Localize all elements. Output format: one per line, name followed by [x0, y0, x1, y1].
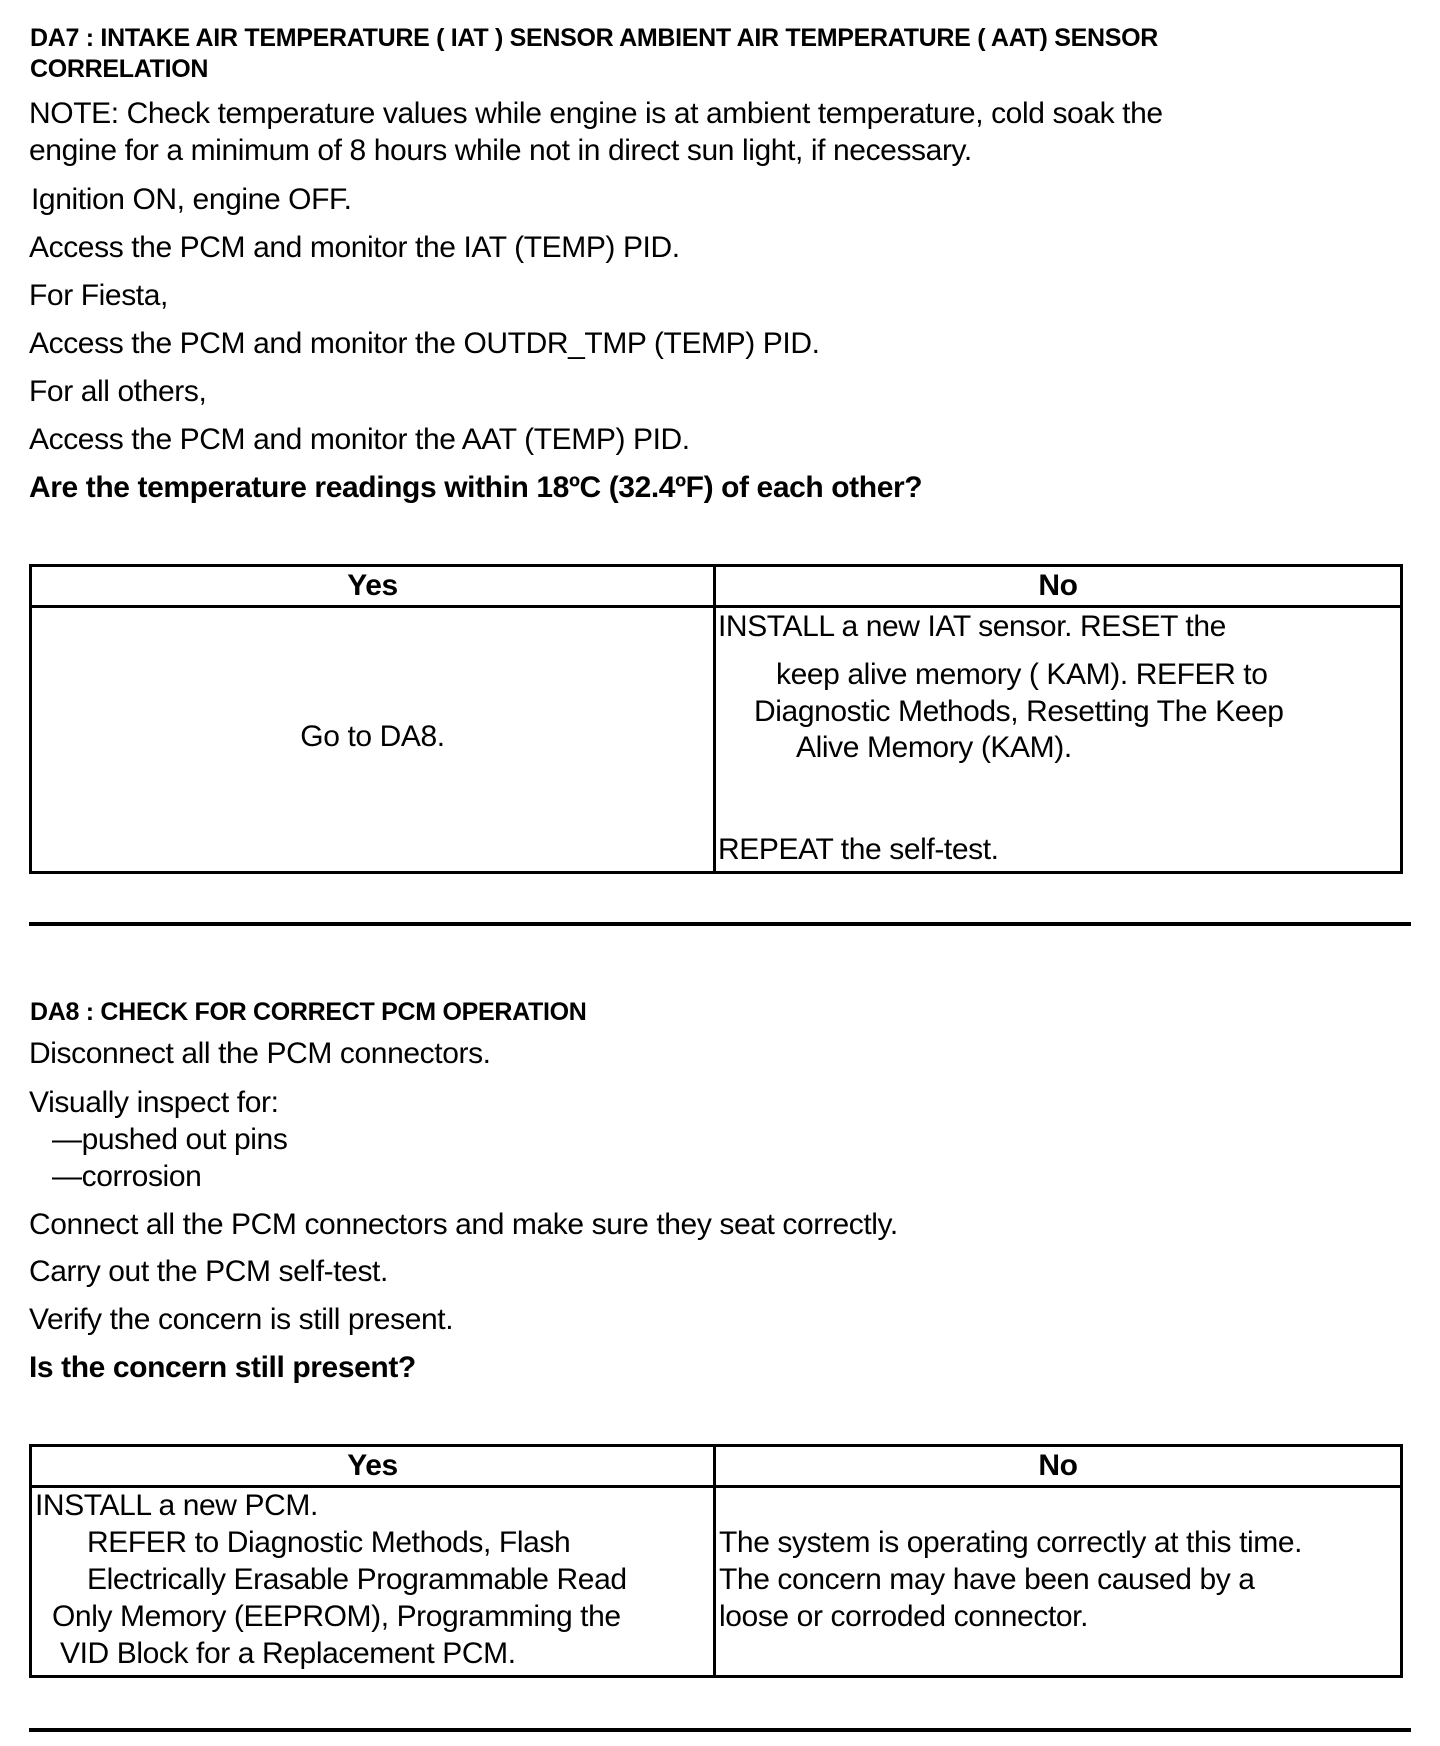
no-line: The concern may have been caused by a [719, 1563, 1255, 1596]
no-header: No [715, 1446, 1402, 1487]
no-header: No [715, 566, 1402, 607]
yes-action: Go to DA8. [300, 720, 445, 753]
da7-heading-line1: DA7 : INTAKE AIR TEMPERATURE ( IAT ) SENSOR AMBIENT AIR TEMPERATURE ( AAT) SENSOR [30, 24, 1159, 52]
da8-step: Disconnect all the PCM connectors. [29, 1037, 491, 1070]
da8-step: Verify the concern is still present. [29, 1303, 454, 1336]
da8-step-bullet: —pushed out pins [52, 1123, 288, 1156]
da8-heading: DA8 : CHECK FOR CORRECT PCM OPERATION [30, 998, 587, 1026]
yes-line: Only Memory (EEPROM), Programming the [52, 1600, 621, 1633]
no-line: loose or corroded connector. [719, 1600, 1089, 1633]
da7-question: Are the temperature readings within 18ºC (32.4ºF) of each other? [29, 471, 923, 504]
no-line: The system is operating correctly at this time. [719, 1526, 1303, 1559]
da8-step: Visually inspect for: [29, 1086, 279, 1119]
da7-note-line2: engine for a minimum of 8 hours while not in direct sun light, if necessary. [29, 134, 972, 167]
da7-step: For Fiesta, [29, 279, 168, 312]
da7-heading-line2: CORRELATION [30, 55, 209, 83]
da8-step-bullet: —corrosion [52, 1160, 202, 1193]
da8-yes-no-table [29, 1444, 1403, 1678]
da7-step: For all others, [29, 375, 207, 408]
da7-yes-no-table [29, 564, 1403, 874]
section-divider [29, 1728, 1411, 1732]
no-cell [715, 607, 1402, 873]
section-divider [29, 922, 1411, 926]
yes-line: INSTALL a new PCM. [35, 1489, 318, 1522]
da7-step: Access the PCM and monitor the OUTDR_TMP (TEMP) PID. [29, 327, 820, 360]
yes-line: Electrically Erasable Programmable Read [87, 1563, 627, 1596]
da7-step: Ignition ON, engine OFF. [31, 183, 352, 216]
da7-step: Access the PCM and monitor the IAT (TEMP) PID. [29, 231, 680, 264]
da8-step: Carry out the PCM self-test. [29, 1255, 388, 1288]
no-line: INSTALL a new IAT sensor. RESET the [718, 610, 1226, 643]
no-line: REPEAT the self-test. [718, 833, 999, 866]
da7-note-line1: NOTE: Check temperature values while engine is at ambient temperature, cold soak the [29, 97, 1163, 130]
no-line: Alive Memory (KAM). [796, 731, 1072, 764]
yes-cell [31, 1487, 715, 1677]
yes-header: Yes [31, 1446, 715, 1487]
da7-step: Access the PCM and monitor the AAT (TEMP) PID. [29, 423, 690, 456]
yes-cell [31, 607, 715, 873]
yes-header: Yes [31, 566, 715, 607]
yes-line: REFER to Diagnostic Methods, Flash [87, 1526, 571, 1559]
no-cell [715, 1487, 1402, 1677]
no-line: keep alive memory ( KAM). REFER to [776, 658, 1268, 691]
yes-line: VID Block for a Replacement PCM. [60, 1637, 516, 1670]
da8-question: Is the concern still present? [29, 1351, 416, 1384]
no-line: Diagnostic Methods, Resetting The Keep [754, 695, 1284, 728]
da8-step: Connect all the PCM connectors and make sure they seat correctly. [29, 1208, 898, 1241]
